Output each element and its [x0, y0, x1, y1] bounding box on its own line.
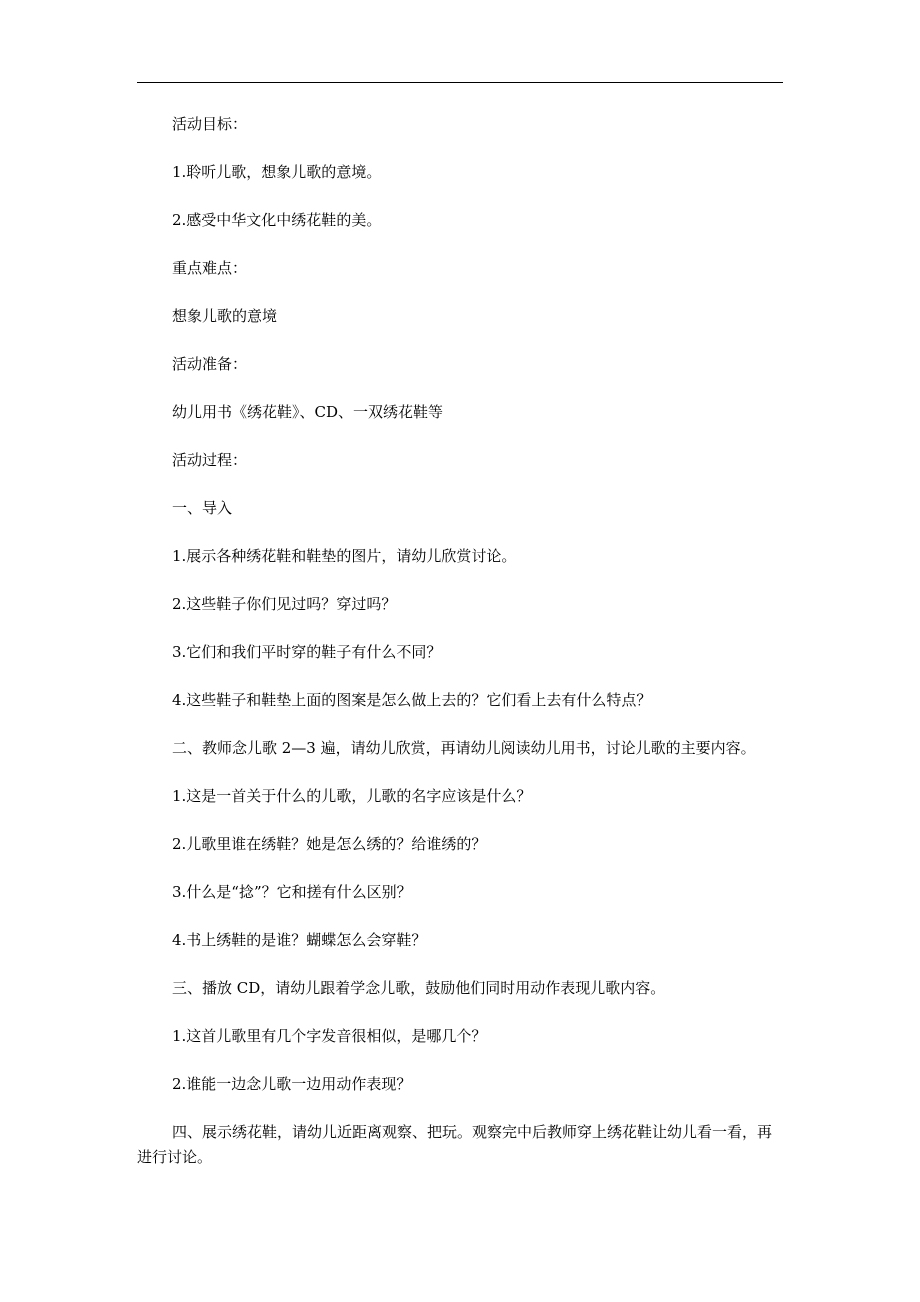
goal-item-1: 1.聆听儿歌，想象儿歌的意境。: [172, 163, 382, 181]
section-2-item-3: 3.什么是“捻”？它和搓有什么区别？: [172, 883, 412, 901]
section-3-heading: 三、播放 CD，请幼儿跟着学念儿歌，鼓励他们同时用动作表现儿歌内容。: [172, 979, 666, 997]
section-1-item-3: 3.它们和我们平时穿的鞋子有什么不同？: [172, 643, 442, 661]
section-1-item-4: 4.这些鞋子和鞋垫上面的图案是怎么做上去的？它们看上去有什么特点？: [172, 691, 652, 709]
section-1-item-2: 2.这些鞋子你们见过吗？穿过吗？: [172, 595, 397, 613]
heading-preparation: 活动准备：: [172, 355, 248, 373]
goal-item-2: 2.感受中华文化中绣花鞋的美。: [172, 211, 382, 229]
section-3-item-2: 2.谁能一边念儿歌一边用动作表现？: [172, 1075, 412, 1093]
section-3-item-1: 1.这首儿歌里有几个字发音很相似，是哪几个？: [172, 1027, 487, 1045]
section-2-item-1: 1.这是一首关于什么的儿歌，儿歌的名字应该是什么？: [172, 787, 532, 805]
header-rule: [137, 82, 783, 83]
preparation-text: 幼儿用书《绣花鞋》、CD、一双绣花鞋等: [172, 403, 444, 421]
section-2-heading: 二、教师念儿歌 2—3 遍，请幼儿欣赏，再请幼儿阅读幼儿用书，讨论儿歌的主要内容。: [172, 739, 756, 757]
section-2-item-4: 4.书上绣鞋的是谁？蝴蝶怎么会穿鞋？: [172, 931, 427, 949]
section-4-paragraph: 四、展示绣花鞋，请幼儿近距离观察、把玩。观察完中后教师穿上绣花鞋让幼儿看一看，再进行讨论。: [137, 1123, 773, 1166]
heading-process: 活动过程：: [172, 451, 248, 469]
heading-activity-goals: 活动目标：: [172, 115, 248, 133]
key-point-text: 想象儿歌的意境: [172, 307, 278, 325]
section-1-heading: 一、导入: [172, 499, 233, 517]
section-1-item-1: 1.展示各种绣花鞋和鞋垫的图片，请幼儿欣赏讨论。: [172, 547, 517, 565]
section-2-item-2: 2.儿歌里谁在绣鞋？她是怎么绣的？给谁绣的？: [172, 835, 487, 853]
heading-key-points: 重点难点：: [172, 259, 248, 277]
